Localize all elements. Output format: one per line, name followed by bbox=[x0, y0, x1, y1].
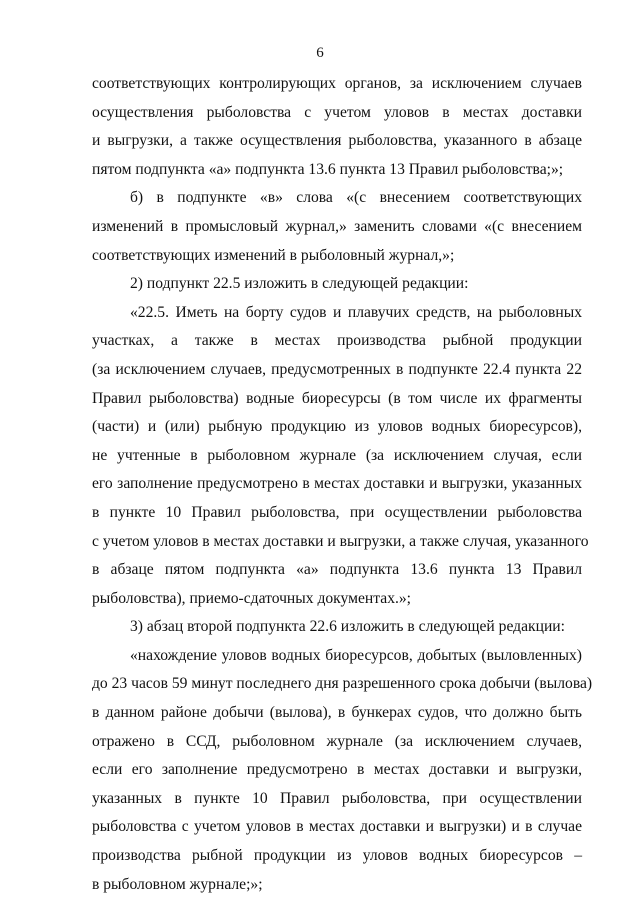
page-number: 6 bbox=[316, 45, 324, 61]
text-line: если его заполнение предусмотрено в местах доставки и выгрузки, bbox=[92, 761, 582, 779]
text-line: и выгрузки, а также осуществления рыболовства, указанного в абзаце bbox=[92, 132, 582, 150]
text-line: соответствующих изменений в рыболовный журнал,»; bbox=[92, 246, 455, 264]
text-line: отражено в ССД, рыболовном журнале (за исключением случаев, bbox=[92, 732, 582, 750]
text-line: Правил рыболовства) водные биоресурсы (в том числе их фрагменты bbox=[92, 389, 582, 407]
text-line: в абзаце пятом подпункта «а» подпункта 13.6 пункта 13 Правил bbox=[92, 561, 582, 579]
text-line: соответствующих контролирующих органов, за исключением случаев bbox=[92, 75, 582, 92]
text-line: в пункте 10 Правил рыболовства, при осуществлении рыболовства bbox=[92, 503, 582, 521]
text-line: рыболовства), приемо-сдаточных документах.»; bbox=[92, 589, 412, 607]
text-line: производства рыбной продукции из уловов водных биоресурсов – bbox=[92, 847, 582, 865]
text-line: 2) подпункт 22.5 изложить в следующей редакции: bbox=[130, 275, 469, 293]
text-line: в рыболовном журнале;»; bbox=[92, 875, 263, 893]
text-line: (части) и (или) рыбную продукцию из уловов водных биоресурсов), bbox=[92, 418, 582, 436]
text-line: осуществления рыболовства с учетом уловов в местах доставки bbox=[92, 103, 582, 121]
text-line: пятом подпункта «а» подпункта 13.6 пункта 13 Правил рыболовства;»; bbox=[92, 160, 564, 178]
text-line: его заполнение предусмотрено в местах доставки и выгрузки, указанных bbox=[92, 475, 582, 493]
text-line: «нахождение уловов водных биоресурсов, добытых (выловленных) bbox=[130, 646, 582, 664]
text-line: указанных в пункте 10 Правил рыболовства, при осуществлении bbox=[92, 789, 582, 807]
text-line: с учетом уловов в местах доставки и выгрузки, а также случая, указанного bbox=[92, 532, 589, 550]
text-line: не учтенные в рыболовном журнале (за исключением случая, если bbox=[92, 446, 582, 464]
text-line: до 23 часов 59 минут последнего дня разрешенного срока добычи (вылова) bbox=[92, 675, 593, 693]
text-line: участках, а также в местах производства рыбной продукции bbox=[92, 332, 582, 350]
text-line: (за исключением случаев, предусмотренных в подпункте 22.4 пункта 22 bbox=[92, 360, 582, 378]
text-line: изменений в промысловый журнал,» заменить словами «(с внесением bbox=[92, 217, 582, 235]
text-line: в данном районе добычи (вылова), в бункерах судов, что должно быть bbox=[92, 704, 582, 722]
text-line: 3) абзац второй подпункта 22.6 изложить в следующей редакции: bbox=[130, 618, 565, 636]
document-body bbox=[92, 70, 593, 899]
text-line: «22.5. Иметь на борту судов и плавучих средств, на рыболовных bbox=[130, 303, 582, 321]
text-line: рыболовства с учетом уловов в местах доставки и выгрузки) и в случае bbox=[92, 818, 582, 836]
text-line: б) в подпункте «в» слова «(с внесением соответствующих bbox=[130, 189, 582, 207]
